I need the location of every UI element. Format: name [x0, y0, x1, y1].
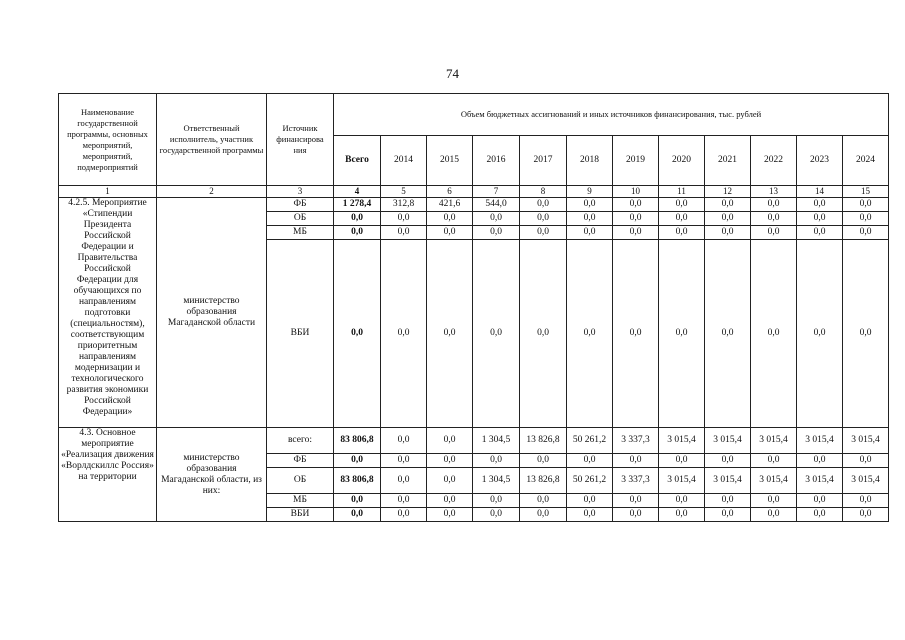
column-number: 5 [381, 186, 427, 198]
year-value-cell: 0,0 [613, 212, 659, 226]
year-value-cell: 0,0 [843, 226, 889, 240]
year-value-cell: 0,0 [843, 212, 889, 226]
header-volume: Объем бюджетных ассигнований и иных источников финансирования, тыс. рублей [334, 94, 889, 136]
source-cell: ВБИ [267, 508, 334, 522]
year-value-cell: 0,0 [751, 198, 797, 212]
column-number: 8 [520, 186, 567, 198]
year-value-cell: 0,0 [381, 508, 427, 522]
year-value-cell: 0,0 [705, 240, 751, 428]
source-cell: ФБ [267, 454, 334, 468]
year-value-cell: 13 826,8 [520, 468, 567, 494]
year-value-cell: 0,0 [751, 240, 797, 428]
year-value-cell: 0,0 [427, 454, 473, 468]
year-value-cell: 0,0 [567, 508, 613, 522]
year-value-cell: 0,0 [843, 508, 889, 522]
year-value-cell: 0,0 [797, 494, 843, 508]
total-cell: 0,0 [334, 494, 381, 508]
year-value-cell: 3 015,4 [705, 428, 751, 454]
year-value-cell: 50 261,2 [567, 468, 613, 494]
year-value-cell: 3 015,4 [751, 428, 797, 454]
column-number: 13 [751, 186, 797, 198]
year-value-cell: 0,0 [659, 454, 705, 468]
year-value-cell: 0,0 [843, 240, 889, 428]
total-cell: 0,0 [334, 454, 381, 468]
year-value-cell: 0,0 [567, 226, 613, 240]
header-year: 2020 [659, 136, 705, 186]
source-cell: МБ [267, 226, 334, 240]
header-responsible: Ответственный исполнитель, участник государственной программы [157, 94, 267, 186]
year-value-cell: 0,0 [381, 428, 427, 454]
year-value-cell: 0,0 [473, 212, 520, 226]
year-value-cell: 3 015,4 [659, 428, 705, 454]
header-source: Источник финансирова ния [267, 94, 334, 186]
header-year: 2014 [381, 136, 427, 186]
year-value-cell: 50 261,2 [567, 428, 613, 454]
header-year: 2022 [751, 136, 797, 186]
year-value-cell: 0,0 [381, 226, 427, 240]
column-number: 14 [797, 186, 843, 198]
year-value-cell: 0,0 [520, 212, 567, 226]
column-number: 2 [157, 186, 267, 198]
year-value-cell: 0,0 [473, 494, 520, 508]
column-number: 3 [267, 186, 334, 198]
source-cell: ОБ [267, 468, 334, 494]
year-value-cell: 0,0 [751, 508, 797, 522]
table-body [59, 198, 889, 522]
event-name-cell: 4.2.5. Мероприятие «Стипендии Президента Российской Федерации и Правительства Российской Федерации для обучающихся по направлениям подготовки (специальностям), соответствующим приоритетным направлениям модернизации и технологического развития экономики Российской Федерации» [59, 198, 157, 428]
year-value-cell: 0,0 [427, 494, 473, 508]
year-value-cell: 0,0 [613, 494, 659, 508]
year-value-cell: 1 304,5 [473, 428, 520, 454]
column-number: 9 [567, 186, 613, 198]
total-cell: 1 278,4 [334, 198, 381, 212]
year-value-cell: 0,0 [659, 508, 705, 522]
total-cell: 0,0 [334, 508, 381, 522]
header-total: Всего [334, 136, 381, 186]
year-value-cell: 0,0 [427, 508, 473, 522]
year-value-cell: 0,0 [520, 240, 567, 428]
column-number: 15 [843, 186, 889, 198]
total-cell: 83 806,8 [334, 468, 381, 494]
year-value-cell: 0,0 [843, 198, 889, 212]
year-value-cell: 0,0 [381, 240, 427, 428]
source-cell: ВБИ [267, 240, 334, 428]
year-value-cell: 0,0 [705, 508, 751, 522]
year-value-cell: 0,0 [520, 508, 567, 522]
year-value-cell: 0,0 [381, 494, 427, 508]
year-value-cell: 0,0 [613, 198, 659, 212]
year-value-cell: 3 337,3 [613, 428, 659, 454]
year-value-cell: 3 337,3 [613, 468, 659, 494]
column-number: 6 [427, 186, 473, 198]
year-value-cell: 0,0 [705, 212, 751, 226]
year-value-cell: 0,0 [381, 454, 427, 468]
year-value-cell: 0,0 [659, 240, 705, 428]
year-value-cell: 0,0 [797, 198, 843, 212]
year-value-cell: 0,0 [381, 212, 427, 226]
year-value-cell: 0,0 [427, 226, 473, 240]
year-value-cell: 0,0 [659, 226, 705, 240]
year-value-cell: 421,6 [427, 198, 473, 212]
total-cell: 0,0 [334, 212, 381, 226]
header-year: 2021 [705, 136, 751, 186]
year-value-cell: 0,0 [751, 454, 797, 468]
table-row [59, 198, 889, 212]
header-year: 2019 [613, 136, 659, 186]
column-numbers-row [59, 186, 889, 198]
column-number: 10 [613, 186, 659, 198]
header-name: Наименование государственной программы, основных мероприятий, мероприятий, подмероприятий [59, 94, 157, 186]
year-value-cell: 544,0 [473, 198, 520, 212]
year-value-cell: 3 015,4 [843, 428, 889, 454]
total-cell: 0,0 [334, 226, 381, 240]
year-value-cell: 0,0 [659, 212, 705, 226]
year-value-cell: 0,0 [613, 508, 659, 522]
source-cell: ОБ [267, 212, 334, 226]
column-number: 7 [473, 186, 520, 198]
year-value-cell: 0,0 [427, 468, 473, 494]
column-number: 4 [334, 186, 381, 198]
year-value-cell: 0,0 [567, 198, 613, 212]
year-value-cell: 0,0 [473, 454, 520, 468]
year-value-cell: 0,0 [473, 508, 520, 522]
year-value-cell: 0,0 [427, 240, 473, 428]
year-value-cell: 0,0 [797, 212, 843, 226]
year-value-cell: 0,0 [473, 240, 520, 428]
year-value-cell: 0,0 [751, 494, 797, 508]
year-value-cell: 3 015,4 [705, 468, 751, 494]
year-value-cell: 0,0 [659, 494, 705, 508]
year-value-cell: 0,0 [613, 454, 659, 468]
year-value-cell: 0,0 [520, 226, 567, 240]
year-value-cell: 0,0 [659, 198, 705, 212]
year-value-cell: 0,0 [843, 454, 889, 468]
budget-table [58, 93, 889, 522]
header-year: 2018 [567, 136, 613, 186]
year-value-cell: 0,0 [797, 240, 843, 428]
year-value-cell: 0,0 [520, 454, 567, 468]
table-header [59, 94, 889, 198]
table-row [59, 428, 889, 454]
year-value-cell: 0,0 [613, 226, 659, 240]
year-value-cell: 0,0 [520, 198, 567, 212]
year-value-cell: 0,0 [751, 226, 797, 240]
responsible-cell: министерство образования Магаданской области, из них: [157, 428, 267, 522]
year-value-cell: 0,0 [567, 212, 613, 226]
year-value-cell: 0,0 [751, 212, 797, 226]
header-year: 2024 [843, 136, 889, 186]
year-value-cell: 312,8 [381, 198, 427, 212]
year-value-cell: 0,0 [427, 212, 473, 226]
year-value-cell: 3 015,4 [797, 428, 843, 454]
year-value-cell: 0,0 [567, 240, 613, 428]
source-cell: всего: [267, 428, 334, 454]
total-cell: 0,0 [334, 240, 381, 428]
year-value-cell: 3 015,4 [659, 468, 705, 494]
header-year: 2023 [797, 136, 843, 186]
header-year: 2016 [473, 136, 520, 186]
year-value-cell: 3 015,4 [797, 468, 843, 494]
year-value-cell: 0,0 [797, 508, 843, 522]
year-value-cell: 0,0 [381, 468, 427, 494]
column-number: 11 [659, 186, 705, 198]
event-name-cell: 4.3. Основное мероприятие «Реализация движения «Ворлдскиллс Россия» на территории [59, 428, 157, 522]
year-value-cell: 0,0 [520, 494, 567, 508]
year-value-cell: 0,0 [705, 454, 751, 468]
page-number: 74 [446, 66, 459, 81]
responsible-cell: министерство образования Магаданской области [157, 198, 267, 428]
year-value-cell: 0,0 [567, 454, 613, 468]
header-year: 2017 [520, 136, 567, 186]
column-number: 12 [705, 186, 751, 198]
year-value-cell: 0,0 [705, 226, 751, 240]
year-value-cell: 3 015,4 [751, 468, 797, 494]
source-cell: ФБ [267, 198, 334, 212]
year-value-cell: 13 826,8 [520, 428, 567, 454]
header-year: 2015 [427, 136, 473, 186]
year-value-cell: 3 015,4 [843, 468, 889, 494]
year-value-cell: 0,0 [797, 454, 843, 468]
year-value-cell: 0,0 [705, 494, 751, 508]
year-value-cell: 0,0 [613, 240, 659, 428]
year-value-cell: 0,0 [843, 494, 889, 508]
year-value-cell: 0,0 [427, 428, 473, 454]
source-cell: МБ [267, 494, 334, 508]
year-value-cell: 1 304,5 [473, 468, 520, 494]
year-value-cell: 0,0 [797, 226, 843, 240]
total-cell: 83 806,8 [334, 428, 381, 454]
year-value-cell: 0,0 [473, 226, 520, 240]
column-number: 1 [59, 186, 157, 198]
year-value-cell: 0,0 [567, 494, 613, 508]
year-value-cell: 0,0 [705, 198, 751, 212]
